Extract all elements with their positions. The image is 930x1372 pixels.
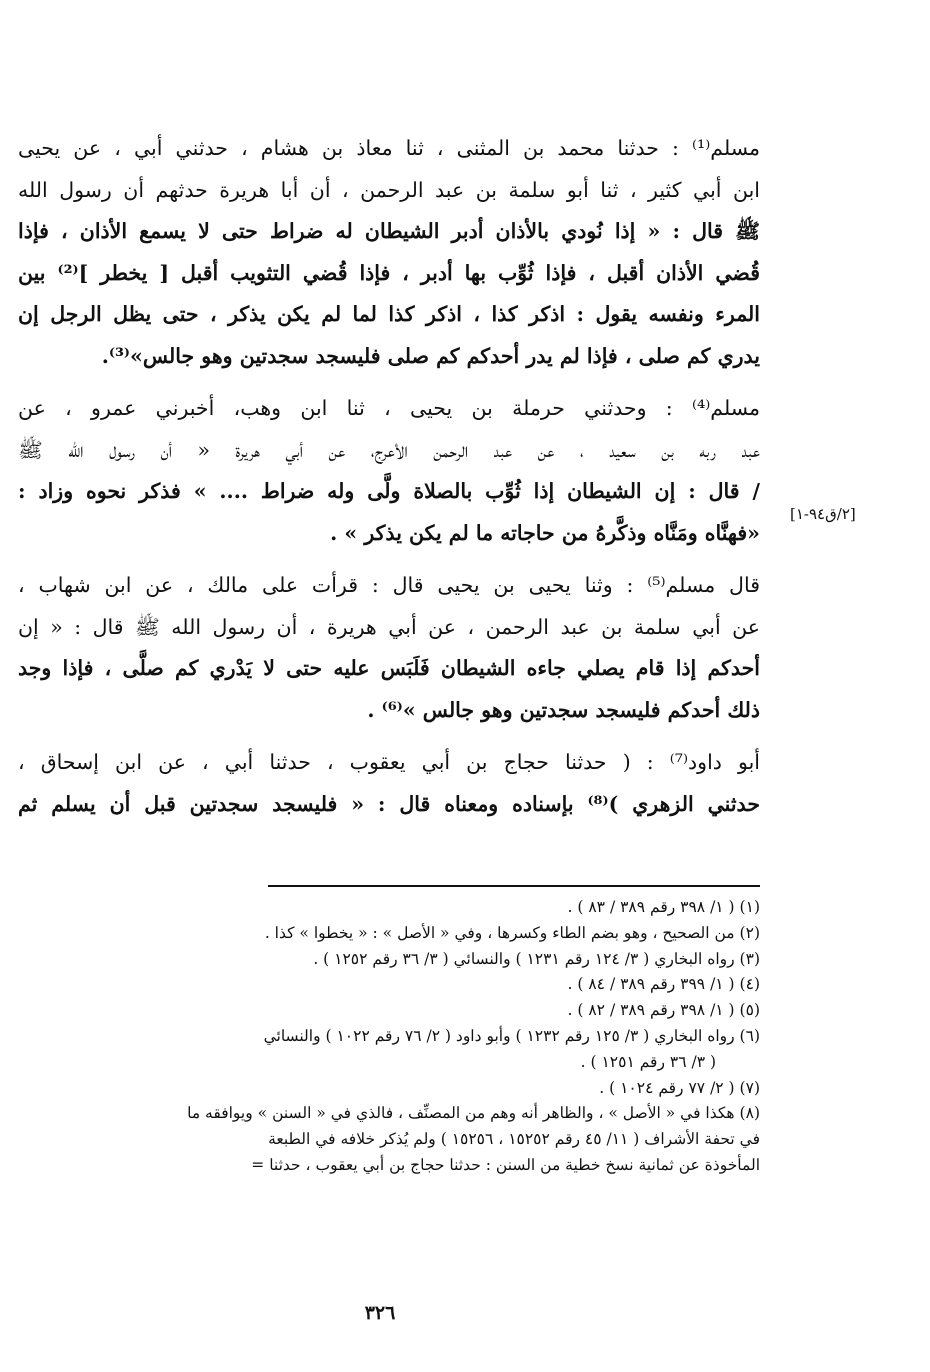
footnote-number: (٢) [739,923,760,942]
hadith-paragraph-2 [18,388,760,554]
footnote-8 [18,1101,760,1127]
text-line: ﷺ قال : « إذا نُودي بالأذان أدبر الشيطان له ضراط حتى لا يسمع الأذان ، فإذا [18,219,760,243]
footnote-number: (٨) [739,1104,760,1123]
text-line: ابن أبي كثير ، ثنا أبو سلمة بن عبد الرحمن ، أن أبا هريرة حدثهم أن رسول الله [18,177,760,202]
text-line: ذلك أحدكم فليسجد سجدتين وهو جالس »⁽⁶⁾ . [367,697,760,722]
manuscript-folio-reference: [٢/ق٩٤-١] [790,505,856,523]
footnote-2 [18,921,760,947]
footnote-divider [268,885,760,887]
footnote-number: (٤) [739,975,760,994]
text-line: عن أبي سلمة بن عبد الرحمن ، عن أبي هريرة ، أن رسول الله ﷺ قال : « إن [18,614,760,639]
footnote-3 [18,947,760,973]
footnote-5 [18,998,760,1024]
footnote-text: هكذا في « الأصل » ، والظاهر أنه وهم من المصنِّف ، فالذي في « السنن » ويوافقه ما [187,1104,735,1123]
text-line: المرء ونفسه يقول : اذكر كذا ، اذكر كذا لما لم يكن يذكر ، حتى يظل الرجل إن [18,302,760,326]
footnote-7 [18,1076,760,1102]
footnote-text: من الصحيح ، وهو بضم الطاء وكسرها ، وفي « الأصل » : « يخطوا » كذا . [264,923,735,942]
footnote-text: رواه البخاري ( ٣/ ١٢٤ رقم ١٢٣١ ) والنسائي ( ٣/ ٣٦ رقم ١٢٥٢ ) . [313,949,735,968]
text-line: أحدكم إذا قام يصلي جاءه الشيطان فَلَبَس عليه حتى لا يَدْري كم صلَّى ، فإذا وجد [18,656,760,680]
text-line: قال مسلم⁽⁵⁾ : وثنا يحيى بن يحيى قال : قرأت على مالك ، عن ابن شهاب ، [18,573,760,597]
footnote-number: (٣) [739,949,760,968]
footnote-8-continuation: في تحفة الأشراف ( ١١/ ٤٥ رقم ١٥٢٥٢ ، ١٥٢٥٦ ) ولم يُذكر خلافه في الطبعة [268,1130,760,1149]
footnotes [18,895,760,1179]
text-line: مسلم⁽⁴⁾ : وحدثني حرملة بن يحيى ، ثنا ابن وهب، أخبرني عمرو ، عن [18,396,760,420]
footnote-number: (٦) [739,1026,760,1045]
footnote-text: رواه البخاري ( ٣/ ١٢٥ رقم ١٢٣٢ ) وأبو داود ( ٢/ ٧٦ رقم ١٠٢٢ ) والنسائي [263,1026,735,1045]
footnote-number: (١) [739,898,760,916]
text-line: قُضي الأذان أقبل ، فإذا ثُوِّب بها أدبر ، فإذا قُضي التثويب أقبل [ يخطر ]⁽²⁾ بين [18,260,760,285]
text-line: مسلم⁽¹⁾ : حدثنا محمد بن المثنى ، ثنا معاذ بن هشام ، حدثني أبي ، عن يحيى [18,136,760,160]
footnote-8-continuation: المأخوذة عن ثمانية نسخ خطية من السنن : حدثنا حجاج بن أبي يعقوب ، حدثنا = [251,1155,760,1174]
text-line: عبد ربه بن سعيد ، عن عبد الرحمن الأعرج، عن أبي هريرة « أن رسول الله ﷺ [18,437,760,462]
hadith-paragraph-1 [18,128,760,377]
footnote-text: ( ١/ ٣٩٨ رقم ٣٨٩ / ٨٢ ) . [567,1001,735,1020]
footnote-text: ( ١/ ٣٩٨ رقم ٣٨٩ / ٨٣ ) . [567,898,735,916]
footnote-1 [18,895,760,921]
footnote-number: (٧) [739,1078,760,1097]
text-line: يدري كم صلى ، فإذا لم يدر أحدكم كم صلى فليسجد سجدتين وهو جالس»⁽³⁾. [101,343,760,368]
page-number: ٣٢٦ [364,1302,396,1324]
footnote-text: ( ١/ ٣٩٩ رقم ٣٨٩ / ٨٤ ) . [567,975,735,994]
text-line: «فهنَّاه ومَنَّاه وذكَّرهُ من حاجاته ما لم يكن يذكر » . [330,520,760,545]
text-line: حدثني الزهري )⁽⁸⁾ بإسناده ومعناه قال : « فليسجد سجدتين قبل أن يسلم ثم [18,791,760,816]
main-text [18,128,760,836]
footnote-4 [18,972,760,998]
footnote-text: ( ٢/ ٧٧ رقم ١٠٢٤ ) . [599,1078,735,1097]
footnote-6 [18,1024,760,1050]
text-line: / قال : إن الشيطان إذا ثُوِّب بالصلاة ولَّى وله ضراط .... » فذكر نحوه وزاد : [18,479,760,503]
footnote-number: (٥) [739,1001,760,1020]
footnote-6-continuation: ( ٣/ ٣٦ رقم ١٢٥١ ) . [580,1052,716,1071]
hadith-paragraph-4 [18,742,760,825]
text-line: أبو داود⁽⁷⁾ : ( حدثنا حجاج بن أبي يعقوب ، حدثنا أبي ، عن ابن إسحاق ، [18,750,760,774]
hadith-paragraph-3 [18,565,760,731]
